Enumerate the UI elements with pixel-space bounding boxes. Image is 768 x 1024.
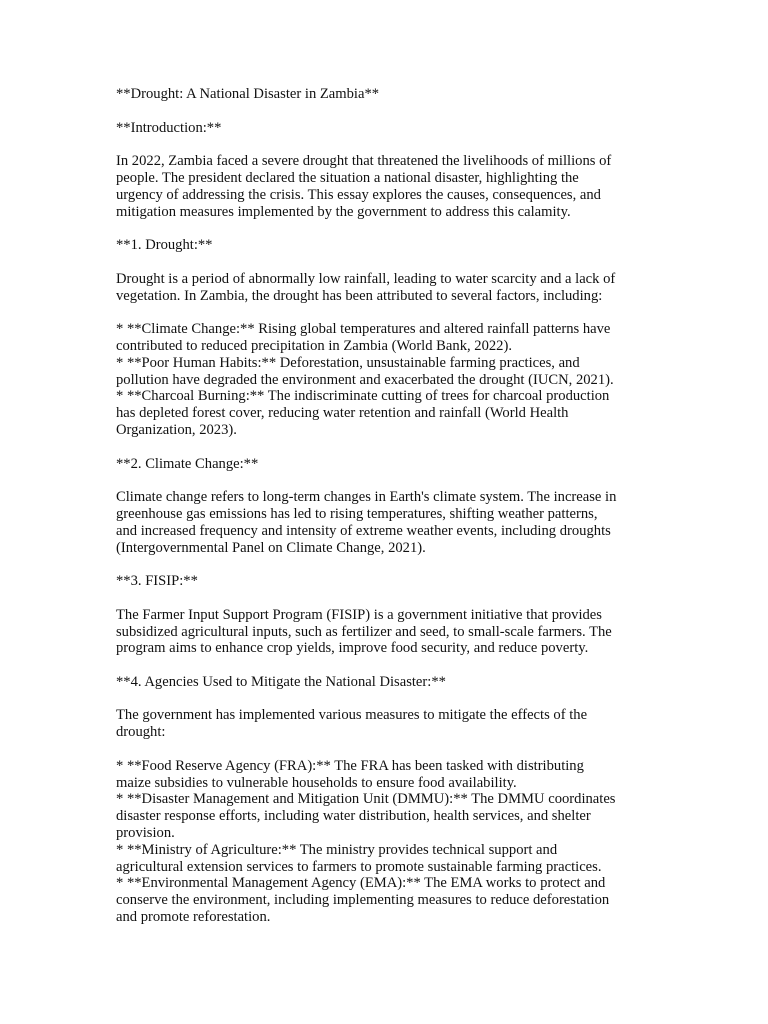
bullet-line: * **Poor Human Habits:** Deforestation, unsustainable farming practices, and: [116, 354, 580, 371]
section2-heading: **2. Climate Change:**: [116, 455, 259, 472]
bullet-line: Organization, 2023).: [116, 421, 237, 438]
paragraph-line: (Intergovernmental Panel on Climate Change, 2021).: [116, 539, 426, 556]
intro-heading: **Introduction:**: [116, 119, 222, 136]
paragraph-line: people. The president declared the situation a national disaster, highlighting the: [116, 169, 579, 186]
bullet-line: has depleted forest cover, reducing water retention and rainfall (World Health: [116, 405, 569, 422]
bullet-line: contributed to reduced precipitation in Zambia (World Bank, 2022).: [116, 337, 512, 354]
bullet-line: * **Ministry of Agriculture:** The ministry provides technical support and: [116, 841, 558, 858]
bullet-line: provision.: [116, 825, 175, 842]
section1-paragraph: [116, 271, 656, 305]
section3-heading: **3. FISIP:**: [116, 573, 198, 590]
paragraph-line: Climate change refers to long-term changes in Earth's climate system. The increase in: [116, 489, 617, 506]
bullet-line: pollution have degraded the environment and exacerbated the drought (IUCN, 2021).: [116, 371, 614, 388]
bullet-line: * **Disaster Management and Mitigation Unit (DMMU):** The DMMU coordinates: [116, 791, 616, 808]
spacer: [116, 691, 656, 708]
paragraph-line: mitigation measures implemented by the government to address this calamity.: [116, 203, 571, 220]
spacer: [116, 741, 656, 758]
section4-bullet-list: [116, 758, 656, 926]
paragraph-line: vegetation. In Zambia, the drought has been attributed to several factors, including:: [116, 287, 603, 304]
spacer: [116, 254, 656, 271]
section3-paragraph: [116, 607, 656, 657]
paragraph-line: urgency of addressing the crisis. This essay explores the causes, consequences, and: [116, 186, 601, 203]
bullet-line: * **Environmental Management Agency (EMA):** The EMA works to protect and: [116, 875, 606, 892]
spacer: [116, 136, 656, 153]
paragraph-line: The Farmer Input Support Program (FISIP) is a government initiative that provides: [116, 606, 602, 623]
paragraph-line: The government has implemented various measures to mitigate the effects of the: [116, 707, 588, 724]
section1-bullet-list: [116, 321, 656, 439]
section4-heading: **4. Agencies Used to Mitigate the National Disaster:**: [116, 673, 446, 690]
paragraph-line: Drought is a period of abnormally low rainfall, leading to water scarcity and a lack of: [116, 270, 616, 287]
spacer: [116, 304, 656, 321]
bullet-line: agricultural extension services to farmers to promote sustainable farming practices.: [116, 858, 602, 875]
paragraph-line: In 2022, Zambia faced a severe drought that threatened the livelihoods of millions of: [116, 153, 612, 170]
bullet-line: * **Charcoal Burning:** The indiscriminate cutting of trees for charcoal production: [116, 388, 610, 405]
bullet-line: * **Climate Change:** Rising global temperatures and altered rainfall patterns have: [116, 321, 611, 338]
document-page: [116, 86, 656, 926]
paragraph-line: greenhouse gas emissions has led to rising temperatures, shifting weather patterns,: [116, 505, 598, 522]
section4-paragraph: [116, 707, 656, 741]
spacer: [116, 220, 656, 237]
bullet-line: * **Food Reserve Agency (FRA):** The FRA has been tasked with distributing: [116, 757, 584, 774]
bullet-line: disaster response efforts, including water distribution, health services, and shelter: [116, 808, 591, 825]
paragraph-line: drought:: [116, 724, 166, 741]
bullet-line: conserve the environment, including implementing measures to reduce deforestation: [116, 892, 610, 909]
intro-paragraph: [116, 153, 656, 220]
spacer: [116, 590, 656, 607]
spacer: [116, 439, 656, 456]
bullet-line: and promote reforestation.: [116, 909, 271, 926]
section1-heading: **1. Drought:**: [116, 237, 213, 254]
paragraph-line: and increased frequency and intensity of extreme weather events, including droughts: [116, 522, 611, 539]
document-title: **Drought: A National Disaster in Zambia**: [116, 86, 380, 102]
spacer: [116, 472, 656, 489]
bullet-line: maize subsidies to vulnerable households to ensure food availability.: [116, 774, 517, 791]
paragraph-line: subsidized agricultural inputs, such as fertilizer and seed, to small-scale farmers. The: [116, 623, 612, 640]
spacer: [116, 103, 656, 120]
section2-paragraph: [116, 489, 656, 556]
paragraph-line: program aims to enhance crop yields, improve food security, and reduce poverty.: [116, 640, 589, 657]
spacer: [116, 657, 656, 674]
spacer: [116, 556, 656, 573]
